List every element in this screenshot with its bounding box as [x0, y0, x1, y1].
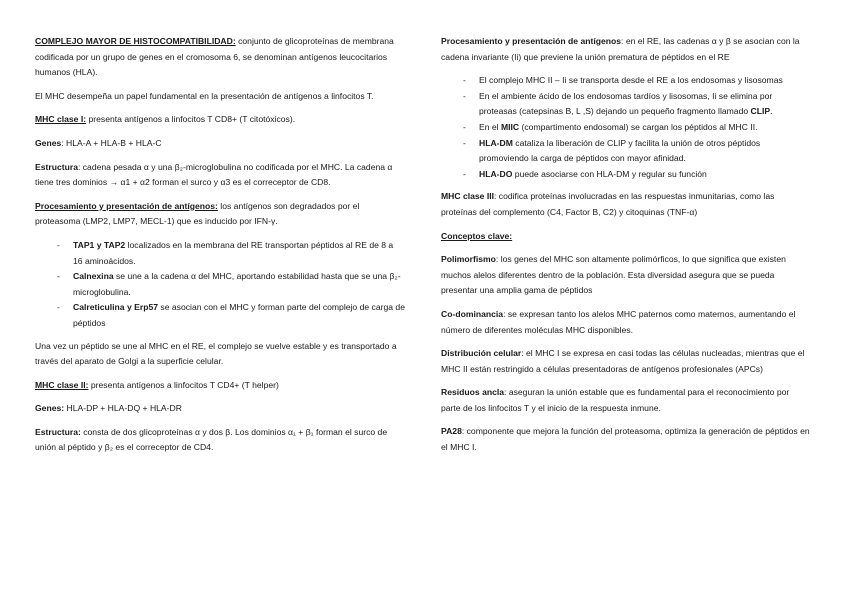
paragraph-genes-class-1	[35, 136, 405, 152]
list-item-text: localizados en la membrana del RE transportan péptidos al RE de 8 a 16 aminoácidos.	[73, 239, 394, 266]
mhc-class-2-text: presenta antígenos a linfocitos T CD4+ (T helper)	[88, 379, 279, 390]
paragraph-mhc-class-2	[35, 378, 405, 394]
anchor-residues-text: : aseguran la unión estable que es fundamental para el reconocimiento por parte de los linfocitos T y el inicio de la respuesta inmune.	[441, 387, 790, 413]
mhc-definition-text: conjunto de glicoproteínas de membrana codificada por un grupo de genes en el cromosoma 6, se denominan antígenos leucocitarios humanos (HLA).	[35, 36, 394, 78]
paragraph-mhc-role	[35, 89, 405, 105]
list-item-text: El complejo MHC II – Ii se transporta desde el RE a los endosomas y lisosomas	[479, 75, 783, 86]
heading-mhc-class-2: MHC clase II:	[35, 379, 89, 390]
paragraph-cell-distribution	[441, 346, 811, 377]
right-column	[441, 34, 811, 464]
list-class-2-steps	[441, 73, 811, 182]
list-item-text: .	[770, 106, 773, 117]
list-class-1-proteins	[35, 238, 405, 332]
paragraph-structure-class-1	[35, 160, 405, 191]
label-structure: Estructura	[35, 161, 78, 172]
list-item-term: Calnexina	[73, 271, 114, 282]
label-genes: Genes:	[35, 403, 65, 414]
list-item	[441, 89, 811, 120]
processing-class-2-text: : en el RE, las cadenas α y β se asocian con la cadena invariante (Ii) que previene la unión prematura de péptidos en el RE	[441, 36, 800, 62]
structure-class-2-text: consta de dos glicoproteínas α y dos β. Los dominios α₁ + β₁ forman el surco de unión al péptido y β₂ es el correceptor de CD4.	[35, 426, 388, 453]
heading-processing: Procesamiento y presentación de antígenos	[441, 36, 622, 46]
cell-distribution-text: : el MHC I se expresa en casi todas las células nucleadas, mientras que el MHC II están restringido a células presentadoras de antígenos profesionales (APCs)	[441, 348, 805, 374]
genes-class-2-text: HLA-DP + HLA-DQ + HLA-DR	[64, 403, 182, 414]
label-polymorphism: Polimorfismo	[441, 254, 496, 265]
list-item-text: cataliza la liberación de CLIP y facilita la unión de otros péptidos promoviendo la carga de péptidos con mayor afinidad.	[479, 137, 761, 164]
peptide-transport-text: Una vez un péptido se une al MHC en el RE, el complejo se vuelve estable y es transportado a través del aparato de Golgi a la superficie celular.	[35, 340, 397, 367]
structure-class-1-text: : cadena pesada α y una β₂-microglobulina no codificada por el MHC. La cadena α tiene tres dominios → α1 + α2 forman el surco y α3 es el correceptor de CD8.	[35, 161, 393, 188]
list-item-term: MIIC	[500, 121, 520, 132]
paragraph-polymorphism	[441, 252, 811, 299]
paragraph-genes-class-2	[35, 401, 405, 417]
list-item	[441, 73, 811, 89]
paragraph-pa28	[441, 424, 811, 455]
heading-mhc-class-1: MHC clase I:	[35, 114, 87, 125]
list-item-text: En el	[479, 121, 501, 132]
label-structure: Estructura:	[35, 426, 81, 437]
list-item	[35, 300, 405, 331]
paragraph-anchor-residues	[441, 385, 811, 416]
label-anchor-residues: Residuos ancla	[441, 387, 505, 398]
list-item	[441, 136, 811, 167]
list-item-text: En el ambiente ácido de los endosomas tardíos y lisosomas, Ii se elimina por proteasas (catepsinas B, L ,S) dejando un pequeño fragmento llamado	[479, 90, 773, 117]
label-genes: Genes	[35, 137, 62, 148]
paragraph-processing-class-2	[441, 34, 811, 65]
list-item-text: se une a la cadena α del MHC, aportando estabilidad hasta que se una β₂-microglobulina.	[73, 271, 401, 297]
genes-class-1-text: : HLA-A + HLA-B + HLA-C	[61, 137, 162, 148]
list-item	[441, 120, 811, 136]
paragraph-key-concepts	[441, 229, 811, 245]
list-item	[441, 167, 811, 183]
list-item-term: HLA-DO	[479, 168, 513, 179]
list-item-term: Calreticulina y Erp57	[73, 302, 159, 313]
paragraph-mhc-class-1	[35, 112, 405, 128]
left-column	[35, 34, 405, 464]
mhc-class-3-text: : codifica proteínas involucradas en las respuestas inmunitarias, como las proteínas del complemento (C4, Factor B, C2) y citoquinas (TNF-α)	[441, 191, 775, 217]
label-cell-distribution: Distribución celular	[441, 348, 522, 359]
paragraph-mhc-class-3	[441, 189, 811, 220]
list-item-text: puede asociarse con HLA-DM y regular su función	[512, 168, 707, 179]
heading-processing: Procesamiento y presentación de antígenos:	[35, 200, 218, 211]
heading-mhc-class-3: MHC clase III	[441, 191, 495, 202]
list-item	[35, 238, 405, 269]
pa28-text: : componente que mejora la función del proteasoma, optimiza la generación de péptidos en el MHC I.	[441, 426, 810, 453]
list-item-term: TAP1 y TAP2	[73, 239, 126, 250]
list-item-text: se asocian con el MHC y forman parte del complejo de carga de péptidos	[73, 302, 405, 328]
mhc-class-1-text: presenta antígenos a linfocitos T CD8+ (T citotóxicos).	[86, 114, 296, 125]
list-item-text: (compartimento endosomal) se cargan los péptidos al MHC II.	[519, 121, 758, 132]
paragraph-peptide-transport	[35, 339, 405, 370]
heading-key-concepts: Conceptos clave:	[441, 230, 513, 241]
label-pa28: PA28	[441, 426, 462, 437]
paragraph-codominance	[441, 307, 811, 338]
paragraph-processing-class-1	[35, 199, 405, 230]
heading-mhc: COMPLEJO MAYOR DE HISTOCOMPATIBILIDAD:	[35, 36, 236, 46]
paragraph-structure-class-2	[35, 425, 405, 456]
list-item	[35, 269, 405, 300]
list-item-term: CLIP	[750, 106, 771, 117]
list-item-term: HLA-DM	[479, 137, 513, 148]
mhc-role-text: El MHC desempeña un papel fundamental en la presentación de antígenos a linfocitos T.	[35, 90, 374, 101]
polymorphism-text: : los genes del MHC son altamente polimórficos, lo que significa que existen muchos alelos diferentes dentro de la población. Esta diversidad asegura que se pueda presentar una amplia gama de péptidos	[441, 254, 786, 296]
codominance-text: : se expresan tanto los alelos MHC paternos como maternos, aumentando el número de diferentes moléculas MHC disponibles.	[441, 308, 796, 335]
label-codominance: Co-dominancia	[441, 308, 504, 319]
paragraph-mhc-definition	[35, 34, 405, 81]
processing-class-1-text: los antígenos son degradados por el proteasoma (LMP2, LMP7, MECL-1) que es inducido por IFN-γ.	[35, 200, 360, 227]
